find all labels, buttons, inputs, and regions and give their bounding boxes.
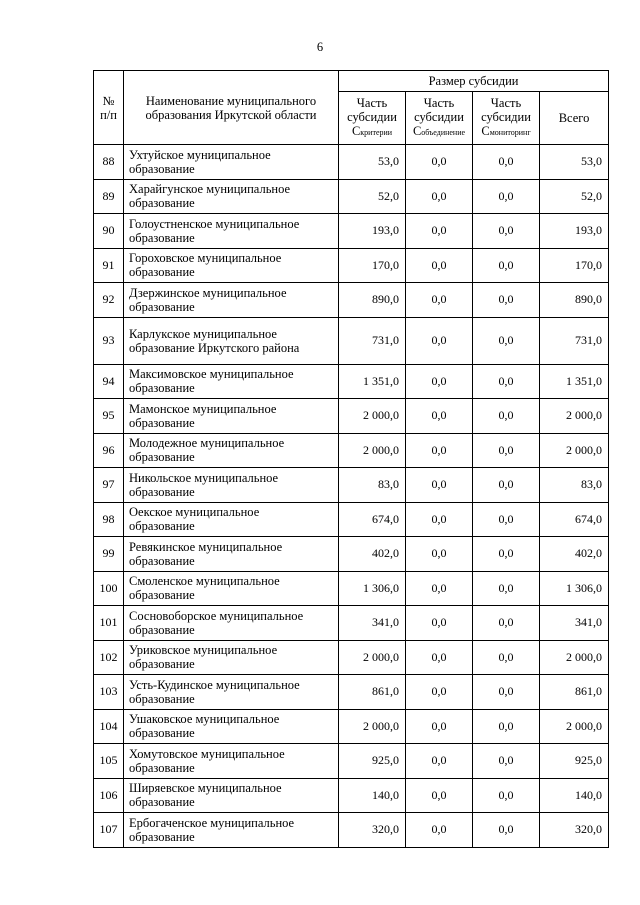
row-name-line2: образование xyxy=(129,760,195,775)
row-name-line1: Голоустненское муниципальное xyxy=(129,216,300,231)
row-municipality-name xyxy=(124,537,339,572)
row-part-merger: 0,0 xyxy=(406,571,473,606)
row-total: 674,0 xyxy=(540,502,609,537)
row-name-line1: Никольское муниципальное xyxy=(129,470,279,485)
header-part-criteria xyxy=(339,92,406,145)
row-part-criteria: 925,0 xyxy=(339,744,406,779)
row-part-merger: 0,0 xyxy=(406,433,473,468)
row-part-monitoring: 0,0 xyxy=(473,399,540,434)
row-part-monitoring: 0,0 xyxy=(473,709,540,744)
row-number: 89 xyxy=(94,179,124,214)
row-municipality-name xyxy=(124,468,339,503)
row-name-line2: образование xyxy=(129,196,195,211)
row-name-line1: Максимовское муниципальное xyxy=(129,367,294,382)
row-part-criteria: 341,0 xyxy=(339,606,406,641)
row-name-line1: Оекское муниципальное xyxy=(129,505,260,520)
header-part-merger xyxy=(406,92,473,145)
row-part-monitoring: 0,0 xyxy=(473,214,540,249)
row-number: 95 xyxy=(94,399,124,434)
row-name-line2: образование xyxy=(129,299,195,314)
row-number: 92 xyxy=(94,283,124,318)
row-municipality-name xyxy=(124,399,339,434)
row-municipality-name xyxy=(124,364,339,399)
row-total: 402,0 xyxy=(540,537,609,572)
header-symbol: С xyxy=(412,124,422,138)
row-total: 341,0 xyxy=(540,606,609,641)
row-part-criteria: 193,0 xyxy=(339,214,406,249)
row-part-criteria: 861,0 xyxy=(339,675,406,710)
row-name-line1: Гороховское муниципальное xyxy=(129,251,282,266)
row-part-monitoring: 0,0 xyxy=(473,640,540,675)
row-name-line2: образование xyxy=(129,484,195,499)
header-subsidy-group: Размер субсидии xyxy=(339,71,609,92)
row-number: 102 xyxy=(94,640,124,675)
table-row xyxy=(94,214,609,249)
row-name-line2: образование xyxy=(129,588,195,603)
header-symbol: С xyxy=(351,124,361,138)
row-total: 731,0 xyxy=(540,317,609,364)
row-part-criteria: 140,0 xyxy=(339,778,406,813)
row-name-line2: образование xyxy=(129,553,195,568)
header-name xyxy=(124,71,339,145)
row-part-merger: 0,0 xyxy=(406,145,473,180)
row-part-monitoring: 0,0 xyxy=(473,317,540,364)
subsidy-table xyxy=(93,70,609,848)
row-part-merger: 0,0 xyxy=(406,317,473,364)
row-total: 320,0 xyxy=(540,813,609,848)
row-total: 53,0 xyxy=(540,145,609,180)
row-name-line1: Ушаковское муниципальное xyxy=(129,712,280,727)
table-row xyxy=(94,709,609,744)
table-row xyxy=(94,571,609,606)
row-part-merger: 0,0 xyxy=(406,537,473,572)
header-total: Всего xyxy=(540,92,609,145)
row-part-merger: 0,0 xyxy=(406,468,473,503)
row-part-monitoring: 0,0 xyxy=(473,606,540,641)
row-municipality-name xyxy=(124,502,339,537)
row-part-criteria: 402,0 xyxy=(339,537,406,572)
row-name-line1: Ербогаченское муниципальное xyxy=(129,815,295,830)
header-name-line2: образования Иркутской области xyxy=(145,107,317,122)
row-name-line1: Сосновоборское муниципальное xyxy=(129,608,304,623)
row-part-criteria: 674,0 xyxy=(339,502,406,537)
row-part-criteria: 52,0 xyxy=(339,179,406,214)
row-name-line2: образование xyxy=(129,691,195,706)
header-subscript: мониторинг xyxy=(489,128,531,137)
row-part-monitoring: 0,0 xyxy=(473,283,540,318)
table-row xyxy=(94,317,609,364)
table-row xyxy=(94,537,609,572)
table-body xyxy=(94,145,609,848)
row-number: 105 xyxy=(94,744,124,779)
header-name-line1: Наименование муниципального xyxy=(145,93,317,108)
row-part-monitoring: 0,0 xyxy=(473,778,540,813)
row-part-monitoring: 0,0 xyxy=(473,145,540,180)
row-part-criteria: 170,0 xyxy=(339,248,406,283)
row-part-merger: 0,0 xyxy=(406,709,473,744)
row-part-monitoring: 0,0 xyxy=(473,502,540,537)
table-row xyxy=(94,179,609,214)
header-num-symbol: № xyxy=(102,93,115,108)
row-total: 2 000,0 xyxy=(540,399,609,434)
row-total: 890,0 xyxy=(540,283,609,318)
row-municipality-name xyxy=(124,571,339,606)
row-number: 96 xyxy=(94,433,124,468)
header-subsidy-label: субсидии xyxy=(481,110,531,124)
header-row xyxy=(94,71,609,92)
table-row xyxy=(94,145,609,180)
row-part-criteria: 1 351,0 xyxy=(339,364,406,399)
row-municipality-name xyxy=(124,778,339,813)
row-part-merger: 0,0 xyxy=(406,640,473,675)
row-part-criteria: 2 000,0 xyxy=(339,433,406,468)
row-municipality-name xyxy=(124,214,339,249)
row-part-monitoring: 0,0 xyxy=(473,744,540,779)
row-name-line1: Дзержинское муниципальное xyxy=(129,285,287,300)
header-part-label: Часть xyxy=(490,96,522,110)
row-name-line1: Смоленское муниципальное xyxy=(129,574,280,589)
row-name-line2: образование xyxy=(129,795,195,810)
row-name-line2: образование xyxy=(129,161,195,176)
row-part-merger: 0,0 xyxy=(406,675,473,710)
row-part-monitoring: 0,0 xyxy=(473,433,540,468)
row-total: 1 306,0 xyxy=(540,571,609,606)
row-name-line2: образование xyxy=(129,265,195,280)
row-part-merger: 0,0 xyxy=(406,502,473,537)
row-number: 103 xyxy=(94,675,124,710)
row-part-monitoring: 0,0 xyxy=(473,537,540,572)
row-number: 93 xyxy=(94,317,124,364)
row-name-line1: Молодежное муниципальное xyxy=(129,436,285,451)
header-subsidy-label: субсидии xyxy=(414,110,464,124)
row-name-line1: Хомутовское муниципальное xyxy=(129,746,285,761)
page-number: 6 xyxy=(316,40,324,54)
row-number: 94 xyxy=(94,364,124,399)
row-part-criteria: 731,0 xyxy=(339,317,406,364)
row-part-merger: 0,0 xyxy=(406,778,473,813)
row-name-line1: Карлукское муниципальное xyxy=(129,326,277,341)
row-municipality-name xyxy=(124,640,339,675)
row-name-line1: Ухтуйское муниципальное xyxy=(129,147,271,162)
table-row xyxy=(94,502,609,537)
row-part-monitoring: 0,0 xyxy=(473,364,540,399)
row-part-criteria: 2 000,0 xyxy=(339,709,406,744)
row-name-line2: образование xyxy=(129,230,195,245)
row-name-line1: Уриковское муниципальное xyxy=(129,643,278,658)
row-part-monitoring: 0,0 xyxy=(473,571,540,606)
table-row xyxy=(94,468,609,503)
row-part-criteria: 890,0 xyxy=(339,283,406,318)
row-part-monitoring: 0,0 xyxy=(473,468,540,503)
row-name-line2: образование Иркутского района xyxy=(129,340,300,355)
row-number: 100 xyxy=(94,571,124,606)
row-name-line1: Усть-Кудинское муниципальное xyxy=(129,677,300,692)
row-number: 104 xyxy=(94,709,124,744)
row-municipality-name xyxy=(124,709,339,744)
row-total: 2 000,0 xyxy=(540,709,609,744)
row-part-merger: 0,0 xyxy=(406,744,473,779)
header-part-label: Часть xyxy=(356,96,388,110)
table-row xyxy=(94,248,609,283)
row-number: 107 xyxy=(94,813,124,848)
row-part-merger: 0,0 xyxy=(406,606,473,641)
row-name-line2: образование xyxy=(129,622,195,637)
row-part-merger: 0,0 xyxy=(406,399,473,434)
row-number: 88 xyxy=(94,145,124,180)
row-municipality-name xyxy=(124,317,339,364)
table-row xyxy=(94,640,609,675)
row-name-line1: Ширяевское муниципальное xyxy=(129,781,282,796)
table-row xyxy=(94,364,609,399)
row-part-merger: 0,0 xyxy=(406,364,473,399)
row-name-line1: Мамонское муниципальное xyxy=(129,401,277,416)
row-total: 2 000,0 xyxy=(540,433,609,468)
table-row xyxy=(94,813,609,848)
row-part-criteria: 320,0 xyxy=(339,813,406,848)
row-name-line2: образование xyxy=(129,519,195,534)
row-part-monitoring: 0,0 xyxy=(473,813,540,848)
row-municipality-name xyxy=(124,813,339,848)
row-number: 98 xyxy=(94,502,124,537)
row-number: 99 xyxy=(94,537,124,572)
row-part-criteria: 2 000,0 xyxy=(339,399,406,434)
row-total: 140,0 xyxy=(540,778,609,813)
row-part-merger: 0,0 xyxy=(406,214,473,249)
table-row xyxy=(94,778,609,813)
row-number: 91 xyxy=(94,248,124,283)
row-municipality-name xyxy=(124,433,339,468)
row-total: 2 000,0 xyxy=(540,640,609,675)
row-municipality-name xyxy=(124,283,339,318)
table-row xyxy=(94,399,609,434)
row-name-line2: образование xyxy=(129,726,195,741)
row-total: 170,0 xyxy=(540,248,609,283)
row-part-criteria: 1 306,0 xyxy=(339,571,406,606)
table-row xyxy=(94,744,609,779)
row-number: 90 xyxy=(94,214,124,249)
header-part-label: Часть xyxy=(423,96,455,110)
header-num xyxy=(94,71,124,145)
header-subsidy-label: субсидии xyxy=(347,110,397,124)
row-part-merger: 0,0 xyxy=(406,248,473,283)
table-row xyxy=(94,283,609,318)
row-part-criteria: 83,0 xyxy=(339,468,406,503)
row-municipality-name xyxy=(124,606,339,641)
table-row xyxy=(94,606,609,641)
row-total: 193,0 xyxy=(540,214,609,249)
row-name-line2: образование xyxy=(129,829,195,844)
row-name-line2: образование xyxy=(129,450,195,465)
row-part-merger: 0,0 xyxy=(406,283,473,318)
row-municipality-name xyxy=(124,675,339,710)
row-total: 1 351,0 xyxy=(540,364,609,399)
row-number: 101 xyxy=(94,606,124,641)
row-part-monitoring: 0,0 xyxy=(473,179,540,214)
row-total: 925,0 xyxy=(540,744,609,779)
row-part-merger: 0,0 xyxy=(406,179,473,214)
header-subscript: объединение xyxy=(421,128,466,137)
table-row xyxy=(94,433,609,468)
header-num-abbr: п/п xyxy=(100,107,117,122)
row-municipality-name xyxy=(124,179,339,214)
row-name-line2: образование xyxy=(129,381,195,396)
row-number: 97 xyxy=(94,468,124,503)
row-name-line2: образование xyxy=(129,415,195,430)
row-number: 106 xyxy=(94,778,124,813)
row-part-criteria: 2 000,0 xyxy=(339,640,406,675)
row-part-criteria: 53,0 xyxy=(339,145,406,180)
row-part-monitoring: 0,0 xyxy=(473,675,540,710)
row-total: 861,0 xyxy=(540,675,609,710)
row-municipality-name xyxy=(124,145,339,180)
row-name-line1: Ревякинское муниципальное xyxy=(129,539,283,554)
row-total: 52,0 xyxy=(540,179,609,214)
row-part-merger: 0,0 xyxy=(406,813,473,848)
row-municipality-name xyxy=(124,248,339,283)
row-municipality-name xyxy=(124,744,339,779)
row-part-monitoring: 0,0 xyxy=(473,248,540,283)
header-symbol: С xyxy=(481,124,490,138)
row-name-line2: образование xyxy=(129,657,195,672)
row-name-line1: Харайгунское муниципальное xyxy=(129,182,291,197)
header-subscript: критерии xyxy=(360,128,393,137)
table-row xyxy=(94,675,609,710)
header-part-monitoring xyxy=(473,92,540,145)
row-total: 83,0 xyxy=(540,468,609,503)
